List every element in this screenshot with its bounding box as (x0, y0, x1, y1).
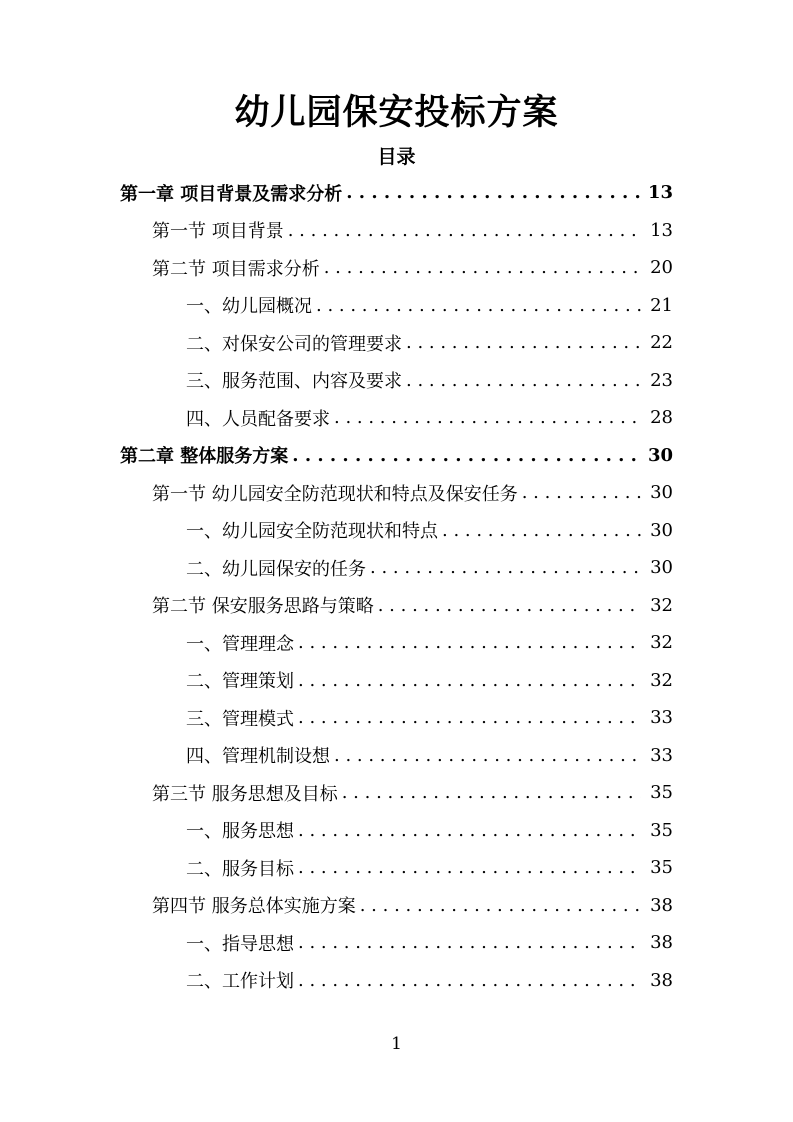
toc-entry-page: 21 (650, 294, 673, 316)
toc-entry-page: 32 (650, 594, 673, 616)
toc-entry-label: 第一章 项目背景及需求分析 (120, 183, 343, 205)
toc-entry-page: 28 (650, 407, 673, 428)
toc-entry-label: 第一节 幼儿园安全防范现状和特点及保安任务 (152, 483, 518, 505)
toc-entry-label: 一、服务思想 (186, 821, 294, 842)
toc-entry-page: 13 (647, 182, 673, 203)
toc-entry-label: 三、管理模式 (186, 708, 294, 730)
toc-entry[interactable] (152, 474, 673, 511)
toc-entry-page: 33 (650, 707, 673, 728)
toc-leader-dots (378, 595, 641, 616)
toc-entry[interactable] (186, 399, 673, 436)
toc-leader-dots (334, 407, 641, 428)
toc-entry[interactable] (186, 324, 673, 361)
toc-entry-page: 30 (650, 519, 673, 541)
toc-entry-page: 35 (650, 857, 673, 878)
toc-leader-dots (334, 745, 641, 766)
toc-leader-dots (298, 707, 641, 728)
page-title: 幼儿园保安投标方案 (234, 92, 559, 133)
toc-entry[interactable] (186, 287, 673, 324)
toc-leader-dots (298, 820, 641, 841)
toc-entry-label: 二、管理策划 (186, 671, 294, 692)
toc-entry[interactable] (186, 549, 673, 586)
toc-entry[interactable] (186, 849, 673, 886)
toc-entry-label: 第二节 项目需求分析 (152, 258, 320, 280)
toc-entry-label: 一、指导思想 (186, 933, 294, 955)
toc-entry-label: 二、工作计划 (186, 971, 294, 992)
toc-leader-dots (406, 370, 641, 391)
toc-entry-page: 38 (650, 932, 673, 953)
toc-entry-page: 23 (650, 369, 673, 391)
toc-entry[interactable] (120, 174, 673, 211)
toc-entry[interactable] (120, 437, 673, 474)
toc-leader-dots (288, 220, 641, 241)
toc-entry[interactable] (152, 887, 673, 924)
toc-leader-dots (316, 295, 641, 316)
toc-entry-label: 二、服务目标 (186, 858, 294, 880)
toc-entry-label: 一、幼儿园概况 (186, 296, 312, 317)
toc-leader-dots (298, 857, 641, 878)
toc-leader-dots (298, 670, 641, 691)
toc-entry-label: 二、幼儿园保安的任务 (186, 558, 366, 580)
toc-leader-dots (298, 970, 641, 991)
toc-entry[interactable] (186, 924, 673, 961)
toc-entry[interactable] (186, 962, 673, 999)
toc-entry-label: 四、人员配备要求 (186, 408, 330, 430)
toc-entry-label: 第四节 服务总体实施方案 (152, 896, 356, 917)
toc-entry-page: 32 (650, 669, 673, 691)
toc-entry[interactable] (186, 362, 673, 399)
toc-leader-dots (406, 332, 641, 353)
toc-entry[interactable] (186, 662, 673, 699)
toc-entry[interactable] (186, 812, 673, 849)
toc-entry[interactable] (152, 587, 673, 624)
toc-entry-page: 30 (650, 557, 673, 578)
toc-entry-label: 一、幼儿园安全防范现状和特点 (186, 521, 438, 542)
toc-entry-page: 32 (650, 632, 673, 653)
toc-entry-label: 第三节 服务思想及目标 (152, 783, 338, 805)
toc-heading: 目录 (377, 146, 416, 168)
toc-leader-dots (522, 482, 641, 503)
toc-leader-dots (292, 445, 641, 466)
toc-entry-label: 第一节 项目背景 (152, 221, 284, 242)
toc-entry[interactable] (186, 699, 673, 736)
toc-entry-page: 20 (650, 257, 673, 278)
toc-entry-label: 四、管理机制设想 (186, 746, 330, 767)
toc-entry-page: 22 (650, 332, 673, 353)
toc-entry-label: 三、服务范围、内容及要求 (186, 371, 402, 392)
toc-entry-page: 13 (650, 219, 673, 241)
toc-leader-dots (346, 182, 641, 203)
toc-entry-label: 第二节 保安服务思路与策略 (152, 596, 374, 617)
toc-entry-page: 33 (650, 744, 673, 766)
toc-leader-dots (298, 932, 641, 953)
toc-entry[interactable] (152, 212, 673, 249)
toc-entry-page: 35 (650, 782, 673, 803)
toc-entry-page: 30 (647, 444, 673, 466)
toc-leader-dots (342, 782, 641, 803)
toc-entry[interactable] (152, 774, 673, 811)
toc-entry-label: 一、管理理念 (186, 633, 294, 655)
toc-leader-dots (324, 257, 641, 278)
toc-entry[interactable] (186, 624, 673, 661)
toc-entry-page: 35 (650, 819, 673, 841)
toc-entry-page: 30 (650, 482, 673, 503)
toc-leader-dots (442, 520, 641, 541)
toc-entry-label: 第二章 整体服务方案 (120, 446, 289, 467)
toc-entry[interactable] (152, 249, 673, 286)
toc-leader-dots (298, 632, 641, 653)
toc-entry-page: 38 (650, 969, 673, 991)
toc-entry[interactable] (186, 512, 673, 549)
toc-entry-page: 38 (650, 894, 673, 916)
toc-leader-dots (360, 895, 641, 916)
toc-entry-label: 二、对保安公司的管理要求 (186, 333, 402, 355)
page-number: 1 (391, 1034, 402, 1054)
toc-entry[interactable] (186, 737, 673, 774)
toc-leader-dots (370, 557, 641, 578)
